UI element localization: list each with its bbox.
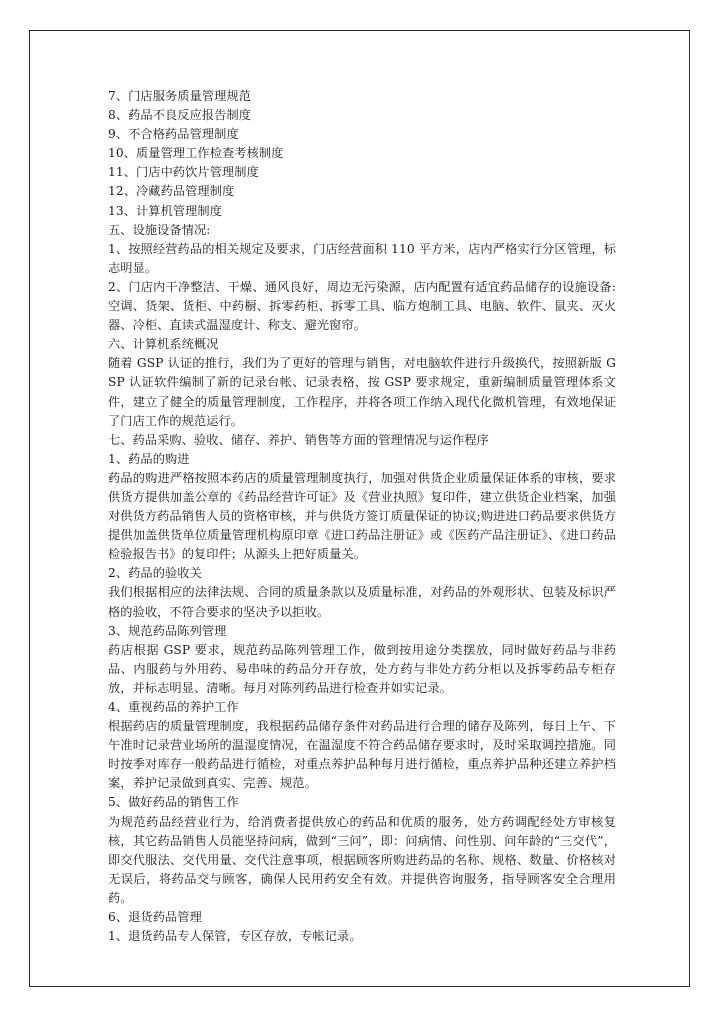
- list-item: 9、不合格药品管理制度: [108, 127, 239, 142]
- body-paragraph: 1、按照经营药品的相关规定及要求，门店经营面积 110 平方米，店内严格实行分区管理，标志明显。: [108, 241, 616, 275]
- list-item: 8、药品不良反应报告制度: [108, 108, 252, 123]
- body-paragraph: 随着 GSP 认证的推行，我们为了更好的管理与销售，对电脑软件进行升级换代，按照新版 GSP 认证软件编制了新的记录台帐、记录表格，按 GSP 要求规定，重新编制质量管理体系文件，建立了健全的质量管理制度，工作程序，并将各项工作纳入现代化微机管理，有效地保证了门店工作的规范运行。: [108, 356, 616, 428]
- body-paragraph: 为规范药品经营业行为，给消费者提供放心的药品和优质的服务，处方药调配经处方审核复核，其它药品销售人员能坚持问病，做到“三问”，即：问病情、问性别、问年龄的“三交代”，即交代服法、交代用量、交代注意事项，根据顾客所购进药品的名称、规格、数量、价格核对无误后，将药品交与顾客，确保人民用药安全有效。并提供咨询服务，指导顾客安全合理用药。: [108, 814, 616, 905]
- subsection-heading: 3、规范药品陈列管理: [108, 623, 227, 638]
- subsection-heading: 1、药品的购进: [108, 451, 190, 466]
- list-item: 13、计算机管理制度: [108, 203, 223, 218]
- document-body: [108, 87, 616, 946]
- list-item: 7、门店服务质量管理规范: [108, 89, 252, 103]
- section-heading: 七、药品采购、验收、储存、养护、销售等方面的管理情况与运作程序: [108, 432, 489, 447]
- subsection-heading: 4、重视药品的养护工作: [108, 700, 239, 714]
- section-heading: 五、设施设备情况:: [108, 222, 211, 237]
- body-paragraph: 根据药店的质量管理制度，我根据药品储存条件对药品进行合理的储存及陈列，每日上午、下午准时记录营业场所的温湿度情况，在温湿度不符合药品储存要求时，及时采取调控措施。同时按季对库存一般药品进行循检，对重点养护品种每月进行循检，重点养护品种还建立养护档案，养护记录做到真实、完善、规范。: [108, 719, 616, 791]
- section-heading: 六、计算机系统概况: [108, 337, 219, 352]
- list-item: 10、质量管理工作检查考核制度: [108, 146, 284, 161]
- body-paragraph: 1、退货药品专人保管，专区存放，专帐记录。: [108, 929, 362, 944]
- body-paragraph: 2、门店内干净整洁、干燥、通风良好，周边无污染源，店内配置有适宜药品储存的设施设备:空调、货架、货柜、中药橱、拆零药柜、拆零工具、临方炮制工具、电脑、软件、鼠夹、灭火器、冷柜、直读式温湿度计、称支、避光窗帘。: [108, 279, 616, 333]
- list-item: 11、门店中药饮片管理制度: [108, 165, 259, 180]
- body-paragraph: 药品的购进严格按照本药店的质量管理制度执行，加强对供货企业质量保证体系的审核，要求供货方提供加盖公章的《药品经营许可证》及《营业执照》复印件，建立供货企业档案，加强对供货方药品销售人员的资格审核，并与供货方签订质量保证的协议;购进进口药品要求供货方提供加盖供货单位质量管理机构原印章《进口药品注册证》或《医药产品注册证》、《进口药品检验报告书》的复印件；从源头上把好质量关。: [108, 470, 616, 562]
- subsection-heading: 6、退货药品管理: [108, 910, 202, 925]
- list-item: 12、冷藏药品管理制度: [108, 184, 235, 199]
- body-paragraph: 药店根据 GSP 要求，规范药品陈列管理工作，做到按用途分类摆放，同时做好药品与非药品、内服药与外用药、易串味的药品分开存放，处方药与非处方药分柜以及拆零药品专柜存放，并标志明显、清晰。每月对陈列药品进行检查并如实记录。: [108, 642, 616, 695]
- subsection-heading: 2、药品的验收关: [108, 566, 202, 581]
- subsection-heading: 5、做好药品的销售工作: [108, 795, 239, 810]
- body-paragraph: 我们根据相应的法律法规、合同的质量条款以及质量标准，对药品的外观形状、包装及标识严格的验收，不符合要求的坚决予以拒收。: [108, 585, 616, 619]
